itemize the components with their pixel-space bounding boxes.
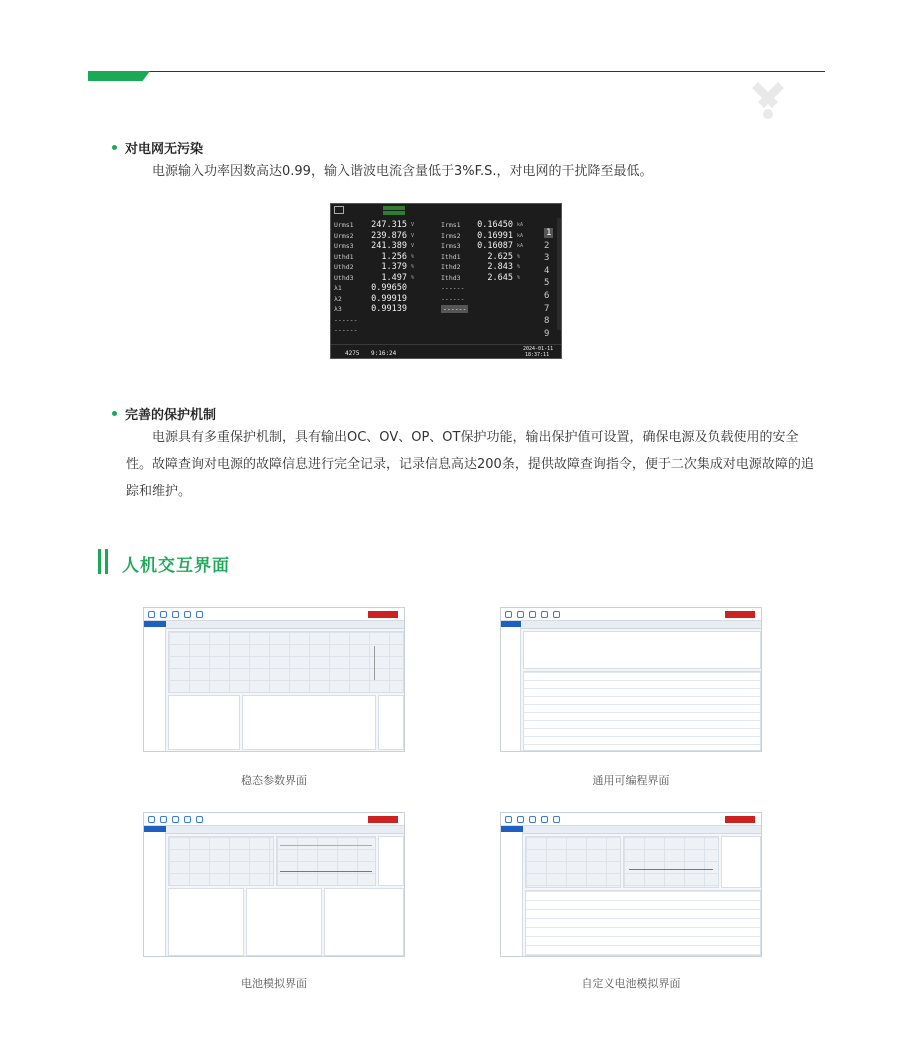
- screenshot-steady-state: [143, 607, 405, 752]
- bullet-title-protection: [112, 404, 216, 423]
- display-row-value: 239.876: [371, 230, 407, 241]
- display-channel-number: 7: [544, 303, 550, 314]
- display-row-label2: Ithd3: [441, 273, 461, 282]
- display-row-label: Urms2: [334, 231, 354, 240]
- caption-custom-battery-sim: 自定义电池模拟界面: [581, 977, 681, 990]
- display-channel-number: 3: [544, 253, 550, 264]
- display-row-empty: ------: [334, 315, 358, 324]
- display-footer: [331, 344, 561, 358]
- display-row-label2: Ithd1: [441, 252, 461, 261]
- display-row-value: 1.497: [381, 272, 407, 283]
- display-row-unit: V: [411, 222, 415, 228]
- display-row-unit: V: [411, 243, 415, 249]
- header-rule: [88, 71, 825, 72]
- display-row-label2: Irms3: [441, 242, 461, 250]
- display-row-label2: Irms1: [441, 221, 461, 229]
- display-row-value2: 2.645: [487, 272, 513, 283]
- caption-steady-state: 稳态参数界面: [241, 774, 307, 787]
- display-status-bar: [331, 204, 561, 218]
- display-row-value: 0.99650: [371, 283, 407, 293]
- header-accent-bar: [88, 71, 150, 81]
- display-row-value2: 0.16087: [477, 241, 513, 251]
- display-row-label: Uthd3: [334, 273, 354, 282]
- display-row-label: λ1: [334, 284, 342, 292]
- display-row-label: Urms3: [334, 242, 354, 250]
- display-row-value2: 0.16991: [477, 230, 513, 241]
- section-marker-icon: [98, 549, 112, 574]
- display-row-unit2: kA: [517, 232, 524, 239]
- section3-title: 人机交互界面: [122, 556, 230, 576]
- display-row-unit2: %: [517, 253, 521, 260]
- display-row-value: 1.256: [381, 251, 407, 262]
- display-row-value: 247.315: [371, 220, 407, 230]
- display-row-label: Uthd1: [334, 252, 354, 261]
- screenshot-programmable: [500, 607, 762, 752]
- display-row-label: λ2: [334, 294, 342, 303]
- display-row-unit2: kA: [517, 222, 524, 228]
- display-row-label2: Irms2: [441, 231, 461, 240]
- screenshot-battery-sim: [143, 812, 405, 957]
- display-row-label: Uthd2: [334, 263, 354, 271]
- instrument-display: [330, 203, 562, 359]
- display-row-value2: 2.625: [487, 251, 513, 262]
- display-counter: 4275: [345, 350, 360, 357]
- display-row-empty: ------: [334, 326, 358, 334]
- display-row-value2: 0.16450: [477, 220, 513, 230]
- display-row-unit2: %: [517, 274, 521, 281]
- display-row-unit: V: [411, 232, 415, 239]
- display-row-label: λ3: [334, 305, 342, 313]
- bullet-dot-icon: [112, 145, 117, 150]
- bullet-title-no-pollution: [112, 138, 203, 157]
- screenshot-custom-battery-sim: [500, 812, 762, 957]
- display-channel-number: 1: [546, 228, 552, 238]
- display-time: 18:37:11: [525, 352, 550, 358]
- caption-programmable: 通用可编程界面: [592, 774, 670, 787]
- display-channel-number: 6: [544, 291, 550, 301]
- display-row-unit2: %: [517, 264, 521, 270]
- display-row-unit: %: [411, 264, 415, 270]
- display-channel-number: 2: [544, 240, 550, 251]
- display-side-panel: [557, 218, 562, 330]
- display-row-unit2: kA: [517, 243, 524, 249]
- display-row-label2: Ithd2: [441, 263, 461, 271]
- logo-watermark-icon: [738, 72, 798, 122]
- display-row-value: 0.99139: [371, 304, 407, 314]
- display-channel-number: 9: [544, 328, 550, 339]
- section2-body: 电源具有多重保护机制，具有输出OC、OV、OP、OT保护功能，输出保护值可设置，确保电源及负载使用的安全性。故障查询对电源的故障信息进行完全记录，记录信息高达200条，提供故障查询指令，便于二次集成对电源故障的追踪和维护。: [126, 430, 814, 499]
- display-channel-number: 8: [544, 316, 550, 327]
- display-row-value: 1.379: [381, 262, 407, 272]
- display-row-value: 241.389: [371, 241, 407, 251]
- display-row-label: Urms1: [334, 221, 354, 229]
- display-row-label2: ------: [441, 284, 465, 292]
- section2-title: 完善的保护机制: [125, 408, 217, 423]
- caption-battery-sim: 电池模拟界面: [241, 977, 307, 990]
- display-row-value2: 2.843: [487, 262, 513, 272]
- section1-body: 电源输入功率因数高达0.99，输入谐波电流含量低于3%F.S.，对电网的干扰降至最低。: [152, 164, 653, 179]
- display-channel-number: 5: [544, 278, 550, 289]
- display-date: 2024-01-11: [523, 346, 554, 352]
- display-row-value: 0.99919: [371, 293, 407, 304]
- display-row-label2: ------: [443, 305, 467, 313]
- display-channel-number: 4: [544, 265, 550, 276]
- display-row-label2: ------: [441, 294, 465, 303]
- display-elapsed: 9:16:24: [371, 350, 397, 357]
- display-row-unit: %: [411, 274, 415, 281]
- bullet-dot-icon: [112, 411, 117, 416]
- display-row-unit: %: [411, 253, 415, 260]
- section1-title: 对电网无污染: [125, 142, 204, 157]
